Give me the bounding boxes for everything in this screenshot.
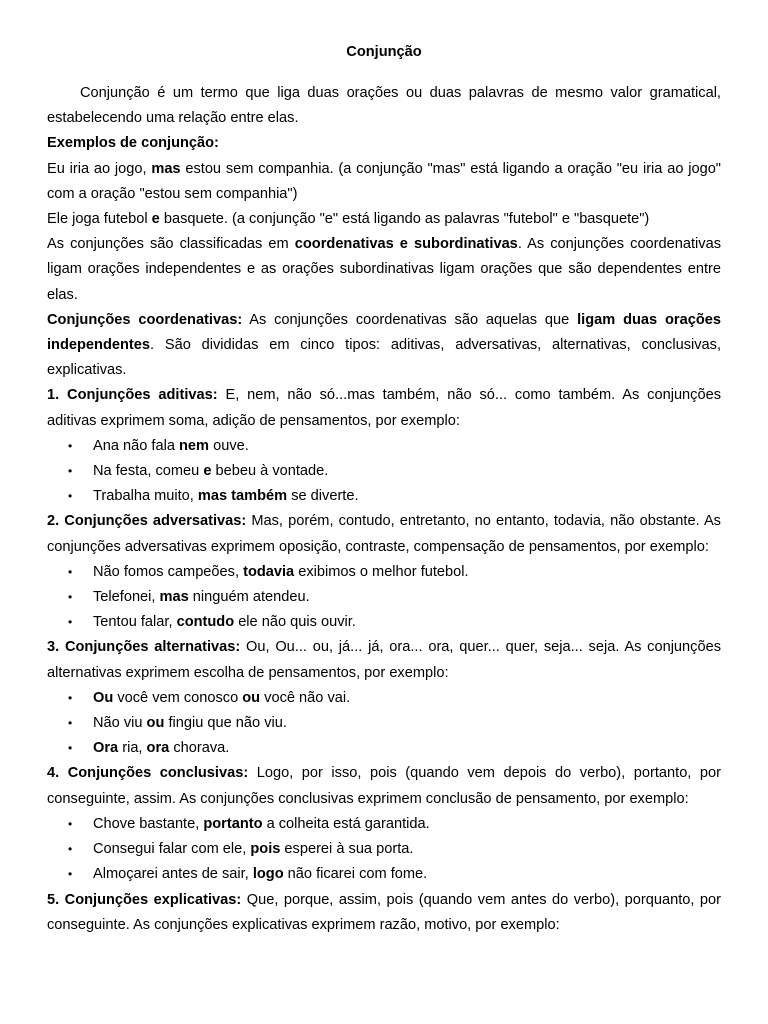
page-title: Conjunção bbox=[346, 44, 422, 60]
bullet-icon: • bbox=[68, 438, 73, 453]
bullet-icon: • bbox=[68, 489, 73, 504]
adversativas-examples bbox=[47, 560, 721, 636]
classification-paragraph: As conjunções são classificadas em coordenativas e subordinativas. As conjunções coordenativas ligam orações independentes e as orações subordinativas ligam orações que são dependentes entre elas. bbox=[47, 236, 722, 303]
intro-paragraph: Conjunção é um termo que liga duas orações ou duas palavras de mesmo valor gramatical, estabelecendo uma relação entre elas. bbox=[47, 85, 721, 127]
alternativas-examples bbox=[47, 686, 721, 762]
section-adversativas: 2. Conjunções adversativas: Mas, porém, contudo, entretanto, no entanto, todavia, não obstante. As conjunções adversativas exprimem oposição, contraste, compensação de pensamentos, por exemplo: bbox=[47, 513, 721, 555]
bullet-icon: • bbox=[68, 615, 73, 630]
aditivas-examples bbox=[47, 434, 721, 510]
list-item: • Não fomos campeões, todavia exibimos o melhor futebol. bbox=[47, 560, 721, 585]
bullet-icon: • bbox=[68, 716, 73, 731]
list-item: • Ora ria, ora chorava. bbox=[47, 736, 721, 761]
bullet-icon: • bbox=[68, 867, 73, 882]
list-item: • Ana não fala nem ouve. bbox=[47, 434, 721, 459]
list-item: • Não viu ou fingiu que não viu. bbox=[47, 711, 721, 736]
list-item: • Na festa, comeu e bebeu à vontade. bbox=[47, 459, 721, 484]
bullet-icon: • bbox=[68, 590, 73, 605]
list-item: • Tentou falar, contudo ele não quis ouvir. bbox=[47, 610, 721, 635]
example-2: Ele joga futebol e basquete. (a conjunção "e" está ligando as palavras "futebol" e "basquete") bbox=[47, 211, 650, 228]
bullet-icon: • bbox=[68, 690, 73, 705]
bullet-icon: • bbox=[68, 741, 73, 756]
bullet-icon: • bbox=[68, 816, 73, 831]
list-item: • Chove bastante, portanto a colheita está garantida. bbox=[47, 812, 721, 837]
bullet-icon: • bbox=[68, 464, 73, 479]
list-item: • Consegui falar com ele, pois esperei à sua porta. bbox=[47, 837, 721, 862]
section-aditivas: 1. Conjunções aditivas: E, nem, não só...mas também, não só... como também. As conjunções aditivas exprimem soma, adição de pensamentos, por exemplo: bbox=[47, 387, 721, 429]
examples-heading: Exemplos de conjunção: bbox=[47, 135, 219, 152]
section-conclusivas: 4. Conjunções conclusivas: Logo, por isso, pois (quando vem depois do verbo), portanto, por conseguinte, assim. As conjunções conclusivas exprimem conclusão de pensamento, por exemplo: bbox=[47, 765, 721, 807]
bullet-icon: • bbox=[68, 842, 73, 857]
list-item: • Telefonei, mas ninguém atendeu. bbox=[47, 585, 721, 610]
example-1: Eu iria ao jogo, mas estou sem companhia. (a conjunção "mas" está ligando a oração "eu iria ao jogo" com a oração "estou sem companhia") bbox=[47, 160, 721, 202]
section-alternativas: 3. Conjunções alternativas: Ou, Ou... ou, já... já, ora... ora, quer... quer, seja... seja. As conjunções alternativas exprimem escolha de pensamentos, por exemplo: bbox=[47, 639, 721, 681]
section-explicativas: 5. Conjunções explicativas: Que, porque, assim, pois (quando vem antes do verbo), porquanto, por conseguinte. As conjunções explicativas exprimem razão, motivo, por exemplo: bbox=[47, 891, 721, 933]
bullet-icon: • bbox=[68, 564, 73, 579]
list-item: • Trabalha muito, mas também se diverte. bbox=[47, 484, 721, 509]
conclusivas-examples bbox=[47, 812, 721, 888]
list-item: • Almoçarei antes de sair, logo não ficarei com fome. bbox=[47, 862, 721, 887]
coordenativas-paragraph: Conjunções coordenativas: As conjunções coordenativas são aquelas que ligam duas orações independentes. São divididas em cinco tipos: aditivas, adversativas, alternativas, conclusivas, explicativas. bbox=[47, 311, 721, 379]
list-item: • Ou você vem conosco ou você não vai. bbox=[47, 686, 721, 711]
